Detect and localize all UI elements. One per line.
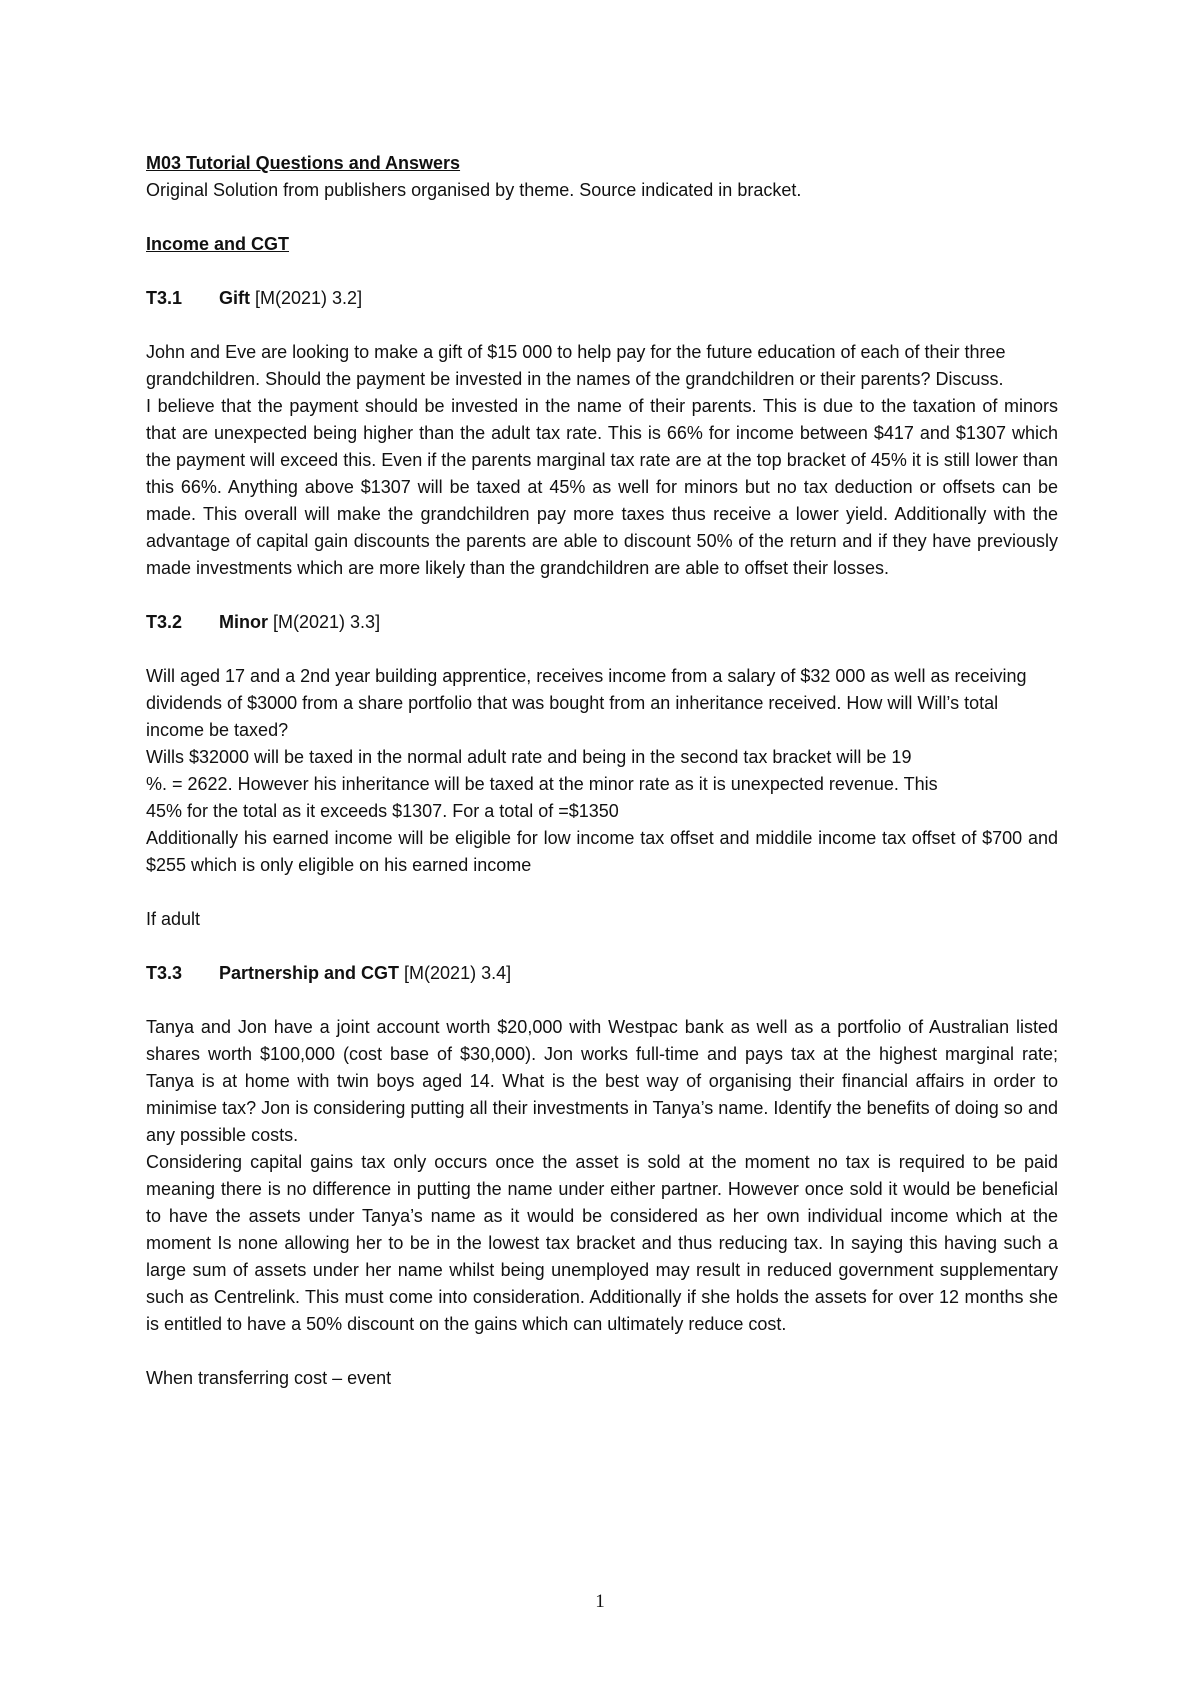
question-number: T3.1 [146,288,183,308]
document-body [146,150,1058,1392]
question-text: John and Eve are looking to make a gift of $15 000 to help pay for the future education of each of their three grandchildren. Should the payment be invested in the names of the grandchildren or their parents? Discuss. [146,342,1006,389]
answer-text: Additionally his earned income will be eligible for low income tax offset and middile income tax offset of $700 and $255 which is only eligible on his earned income [146,828,1058,875]
question-number: T3.3 [146,963,183,983]
answer-text: Considering capital gains tax only occurs once the asset is sold at the moment no tax is required to be paid meaning there is no difference in putting the name under either partner. However once sold it would be beneficial to have the assets under Tanya’s name as it would be considered as her own individual income which at the moment Is none allowing her to be in the lowest tax bracket and thus reducing tax. In saying this having such a large sum of assets under her name whilst being unemployed may result in reduced government supplementary such as Centrelink. This must come into consideration. Additionally if she holds the assets for over 12 months she is entitled to have a 50% discount on the gains which can ultimately reduce cost. [146,1152,1058,1334]
question-heading-t3-2 [146,609,1058,636]
spacer [146,987,1058,1014]
question-title: Gift [219,288,250,308]
spacer [146,879,1058,906]
question-source: [M(2021) 3.3] [273,612,381,632]
question-title: Minor [219,612,268,632]
spacer [146,204,1058,231]
answer-line: %. = 2622. However his inheritance will be taxed at the minor rate as it is unexpected revenue. This [146,774,938,794]
question-number: T3.2 [146,612,183,632]
question-source: [M(2021) 3.2] [255,288,363,308]
answer-note: If adult [146,909,201,929]
question-source: [M(2021) 3.4] [404,963,512,983]
spacer [146,258,1058,285]
document-subtitle: Original Solution from publishers organised by theme. Source indicated in bracket. [146,180,802,200]
question-text: Tanya and Jon have a joint account worth $20,000 with Westpac bank as well as a portfolio of Australian listed shares worth $100,000 (cost base of $30,000). Jon works full-time and pays tax at the highest marginal rate; Tanya is at home with twin boys aged 14. What is the best way of organising their financial affairs in order to minimise tax? Jon is considering putting all their investments in Tanya’s name. Identify the benefits of doing so and any possible costs. [146,1017,1058,1145]
spacer [146,933,1058,960]
answer-text: I believe that the payment should be invested in the name of their parents. This is due to the taxation of minors that are unexpected being higher than the adult tax rate. This is 66% for income between $417 and $1307 which the payment will exceed this. Even if the parents marginal tax rate are at the top bracket of 45% it is still lower than this 66%. Anything above $1307 will be taxed at 45% as well for minors but no tax deduction or offsets can be made. This overall will make the grandchildren pay more taxes thus receive a lower yield. Additionally with the advantage of capital gain discounts the parents are able to discount 50% of the return and if they have previously made investments which are more likely than the grandchildren are able to offset their losses. [146,396,1058,578]
document-title: M03 Tutorial Questions and Answers [146,153,461,173]
answer-note: When transferring cost – event [146,1368,392,1388]
spacer [146,636,1058,663]
spacer [146,312,1058,339]
spacer [146,1338,1058,1365]
page-number: 1 [595,1591,605,1612]
section-title: Income and CGT [146,234,290,254]
question-title: Partnership and CGT [219,963,400,983]
spacer [146,582,1058,609]
question-text: Will aged 17 and a 2nd year building apprentice, receives income from a salary of $32 000 as well as receiving dividends of $3000 from a share portfolio that was bought from an inheritance received. How will Will’s total income be taxed? [146,666,1027,740]
answer-line: 45% for the total as it exceeds $1307. For a total of =$1350 [146,801,619,821]
answer-line: Wills $32000 will be taxed in the normal adult rate and being in the second tax bracket will be 19 [146,747,912,767]
question-heading-t3-3 [146,960,1058,987]
question-heading-t3-1 [146,285,1058,312]
